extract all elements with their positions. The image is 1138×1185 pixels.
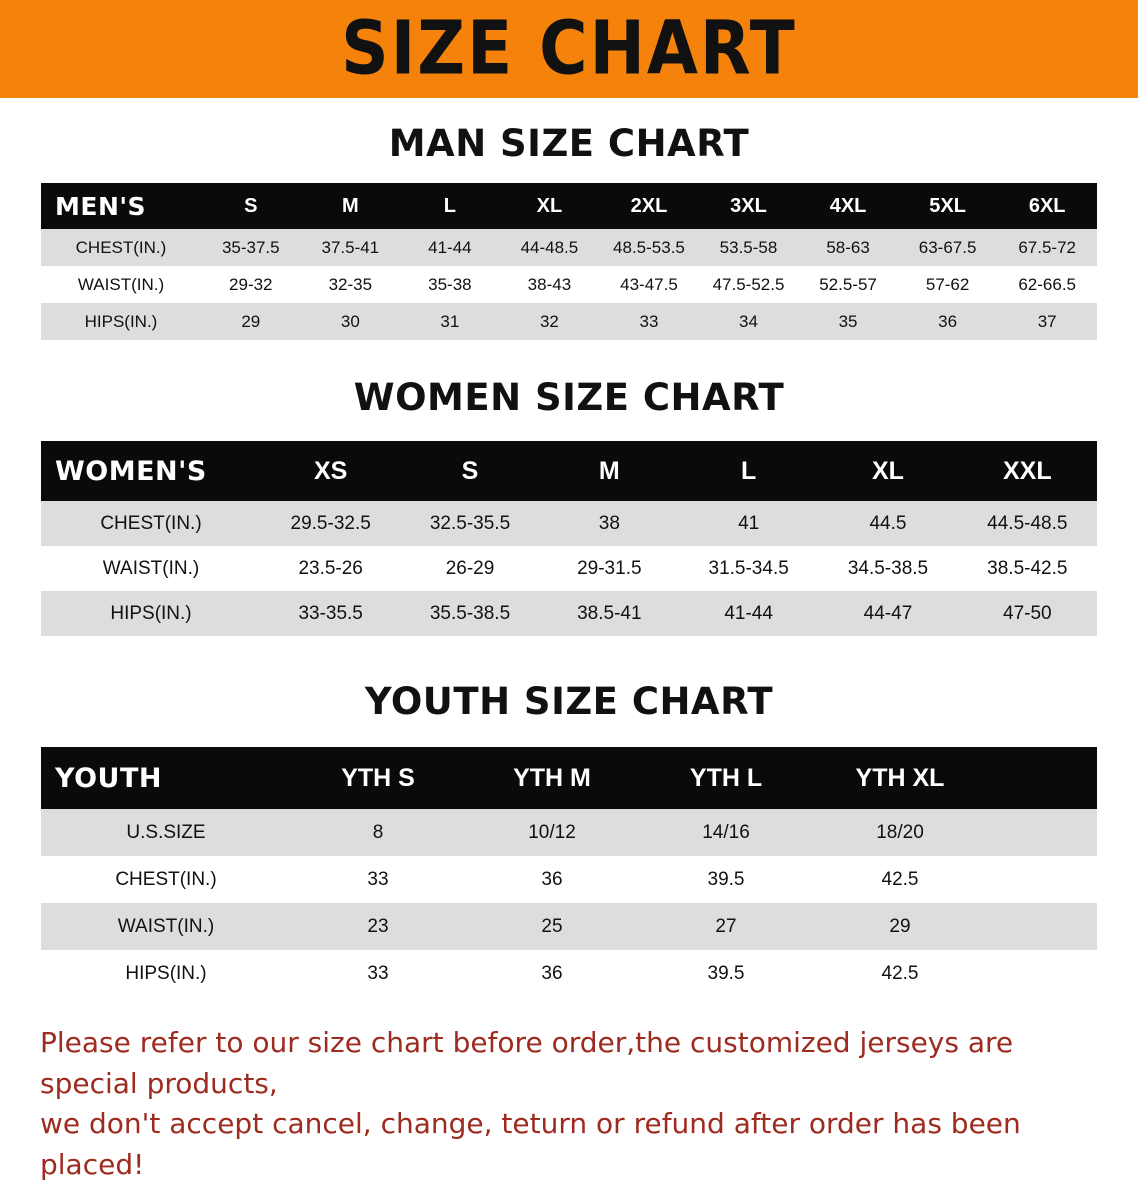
youth-cell: 8 bbox=[291, 809, 465, 856]
men-cell: 35 bbox=[798, 303, 898, 340]
men-cell: 48.5-53.5 bbox=[599, 229, 699, 266]
youth-cell-spacer bbox=[987, 856, 1097, 903]
men-cell: 62-66.5 bbox=[997, 266, 1097, 303]
women-cell: 38.5-42.5 bbox=[958, 546, 1097, 591]
youth-cell: 42.5 bbox=[813, 856, 987, 903]
youth-cell: 36 bbox=[465, 950, 639, 997]
youth-size-table bbox=[41, 747, 1097, 997]
table-row bbox=[41, 950, 1097, 997]
men-cell: 47.5-52.5 bbox=[699, 266, 799, 303]
women-cell: 29-31.5 bbox=[540, 546, 679, 591]
table-row bbox=[41, 229, 1097, 266]
youth-col-header: YTH M bbox=[465, 747, 639, 809]
youth-col-header: YTH XL bbox=[813, 747, 987, 809]
youth-row-label: CHEST(IN.) bbox=[41, 856, 291, 903]
women-cell: 41-44 bbox=[679, 591, 818, 636]
youth-cell: 36 bbox=[465, 856, 639, 903]
women-cell: 31.5-34.5 bbox=[679, 546, 818, 591]
page-banner bbox=[0, 0, 1138, 98]
women-col-header: XS bbox=[261, 441, 400, 501]
youth-cell-spacer bbox=[987, 903, 1097, 950]
youth-header-row bbox=[41, 747, 1097, 809]
men-col-header: 2XL bbox=[599, 183, 699, 229]
youth-cell: 39.5 bbox=[639, 950, 813, 997]
men-col-header: L bbox=[400, 183, 500, 229]
men-cell: 31 bbox=[400, 303, 500, 340]
youth-cell: 27 bbox=[639, 903, 813, 950]
women-cell: 35.5-38.5 bbox=[400, 591, 539, 636]
men-cell: 43-47.5 bbox=[599, 266, 699, 303]
women-cell: 26-29 bbox=[400, 546, 539, 591]
women-cell: 44.5 bbox=[818, 501, 957, 546]
men-corner-label: MEN'S bbox=[41, 183, 201, 229]
policy-note bbox=[40, 1023, 1098, 1185]
men-col-header: M bbox=[301, 183, 401, 229]
women-row-label: CHEST(IN.) bbox=[41, 501, 261, 546]
men-cell: 37 bbox=[997, 303, 1097, 340]
women-cell: 33-35.5 bbox=[261, 591, 400, 636]
women-corner-label: WOMEN'S bbox=[41, 441, 261, 501]
men-col-header: 3XL bbox=[699, 183, 799, 229]
men-cell: 29-32 bbox=[201, 266, 301, 303]
policy-note-line-2: we don't accept cancel, change, teturn or refund after order has been placed! bbox=[40, 1107, 1021, 1181]
table-row bbox=[41, 303, 1097, 340]
women-header-row bbox=[41, 441, 1097, 501]
youth-cell-spacer bbox=[987, 809, 1097, 856]
youth-cell: 42.5 bbox=[813, 950, 987, 997]
youth-section-title: YOUTH SIZE CHART bbox=[364, 680, 774, 723]
men-row-label: HIPS(IN.) bbox=[41, 303, 201, 340]
page-title: SIZE CHART bbox=[341, 5, 797, 92]
women-col-header: XXL bbox=[958, 441, 1097, 501]
youth-col-header: YTH L bbox=[639, 747, 813, 809]
men-cell: 35-38 bbox=[400, 266, 500, 303]
women-cell: 41 bbox=[679, 501, 818, 546]
women-section-title: WOMEN SIZE CHART bbox=[353, 376, 785, 419]
youth-cell: 33 bbox=[291, 856, 465, 903]
men-cell: 35-37.5 bbox=[201, 229, 301, 266]
men-col-header: 5XL bbox=[898, 183, 998, 229]
men-cell: 58-63 bbox=[798, 229, 898, 266]
men-cell: 67.5-72 bbox=[997, 229, 1097, 266]
women-cell: 44.5-48.5 bbox=[958, 501, 1097, 546]
women-col-header: M bbox=[540, 441, 679, 501]
table-row bbox=[41, 591, 1097, 636]
youth-header-spacer bbox=[987, 747, 1097, 809]
youth-row-label: WAIST(IN.) bbox=[41, 903, 291, 950]
men-col-header: XL bbox=[500, 183, 600, 229]
table-row bbox=[41, 856, 1097, 903]
table-row bbox=[41, 501, 1097, 546]
men-cell: 63-67.5 bbox=[898, 229, 998, 266]
men-cell: 34 bbox=[699, 303, 799, 340]
youth-cell: 25 bbox=[465, 903, 639, 950]
men-cell: 32 bbox=[500, 303, 600, 340]
women-col-header: S bbox=[400, 441, 539, 501]
women-size-table bbox=[41, 441, 1097, 636]
table-row bbox=[41, 809, 1097, 856]
men-cell: 33 bbox=[599, 303, 699, 340]
youth-row-label: HIPS(IN.) bbox=[41, 950, 291, 997]
youth-col-header: YTH S bbox=[291, 747, 465, 809]
men-cell: 32-35 bbox=[301, 266, 401, 303]
table-row bbox=[41, 546, 1097, 591]
women-col-header: XL bbox=[818, 441, 957, 501]
men-cell: 38-43 bbox=[500, 266, 600, 303]
men-col-header: 6XL bbox=[997, 183, 1097, 229]
man-section-title: MAN SIZE CHART bbox=[388, 122, 750, 165]
youth-row-label: U.S.SIZE bbox=[41, 809, 291, 856]
men-col-header: 4XL bbox=[798, 183, 898, 229]
men-cell: 36 bbox=[898, 303, 998, 340]
men-cell: 41-44 bbox=[400, 229, 500, 266]
youth-cell: 23 bbox=[291, 903, 465, 950]
policy-note-line-1: Please refer to our size chart before order,the customized jerseys are special products, bbox=[40, 1026, 1014, 1100]
men-cell: 29 bbox=[201, 303, 301, 340]
men-cell: 30 bbox=[301, 303, 401, 340]
men-row-label: WAIST(IN.) bbox=[41, 266, 201, 303]
youth-cell: 39.5 bbox=[639, 856, 813, 903]
women-cell: 34.5-38.5 bbox=[818, 546, 957, 591]
men-cell: 57-62 bbox=[898, 266, 998, 303]
men-col-header: S bbox=[201, 183, 301, 229]
women-cell: 38.5-41 bbox=[540, 591, 679, 636]
women-cell: 23.5-26 bbox=[261, 546, 400, 591]
youth-cell: 29 bbox=[813, 903, 987, 950]
women-cell: 44-47 bbox=[818, 591, 957, 636]
table-row bbox=[41, 266, 1097, 303]
women-cell: 47-50 bbox=[958, 591, 1097, 636]
women-cell: 29.5-32.5 bbox=[261, 501, 400, 546]
women-row-label: HIPS(IN.) bbox=[41, 591, 261, 636]
women-row-label: WAIST(IN.) bbox=[41, 546, 261, 591]
men-size-table bbox=[41, 183, 1097, 340]
youth-cell-spacer bbox=[987, 950, 1097, 997]
youth-cell: 10/12 bbox=[465, 809, 639, 856]
women-cell: 32.5-35.5 bbox=[400, 501, 539, 546]
youth-corner-label: YOUTH bbox=[41, 747, 291, 809]
table-row bbox=[41, 903, 1097, 950]
youth-cell: 14/16 bbox=[639, 809, 813, 856]
women-cell: 38 bbox=[540, 501, 679, 546]
women-col-header: L bbox=[679, 441, 818, 501]
men-header-row bbox=[41, 183, 1097, 229]
men-cell: 52.5-57 bbox=[798, 266, 898, 303]
men-cell: 44-48.5 bbox=[500, 229, 600, 266]
men-cell: 53.5-58 bbox=[699, 229, 799, 266]
men-row-label: CHEST(IN.) bbox=[41, 229, 201, 266]
youth-cell: 33 bbox=[291, 950, 465, 997]
youth-cell: 18/20 bbox=[813, 809, 987, 856]
men-cell: 37.5-41 bbox=[301, 229, 401, 266]
